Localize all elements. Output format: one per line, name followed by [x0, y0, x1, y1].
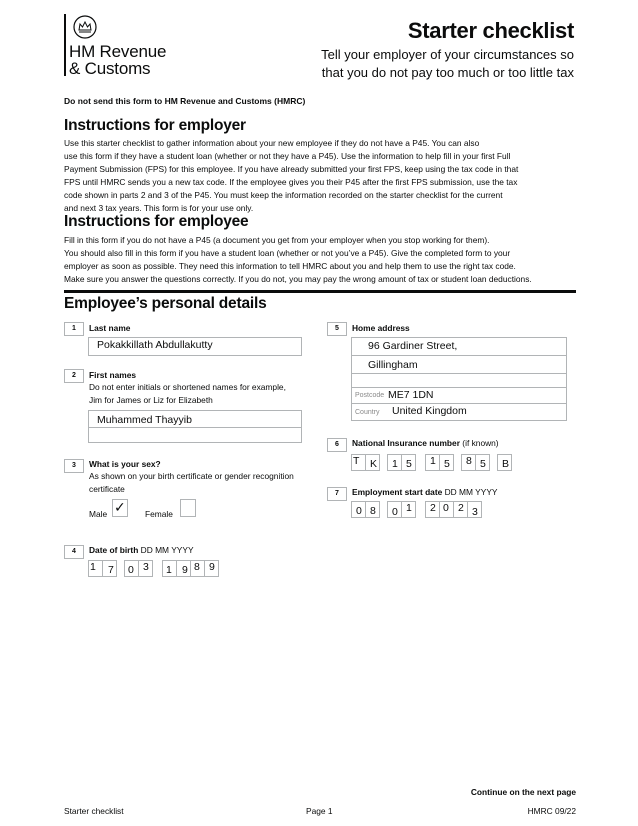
- country-value: United Kingdom: [392, 405, 467, 417]
- question-number-4: 4: [64, 545, 84, 559]
- dob-box[interactable]: [124, 560, 139, 577]
- sex-label: What is your sex?: [89, 459, 161, 469]
- dob-char: 8: [194, 561, 200, 573]
- subtitle-line-2: that you do not pay too much or too little tax: [321, 65, 574, 80]
- footer-form-name: Starter checklist: [64, 806, 124, 816]
- logo-bar: [64, 14, 66, 76]
- employer-instructions-text: [64, 137, 579, 215]
- sex-hint-line-2: certificate: [89, 484, 125, 494]
- ni-char: 5: [406, 458, 412, 470]
- ni-char: 5: [480, 458, 486, 470]
- start-date-char: 2: [430, 502, 436, 514]
- sex-hint: [89, 470, 294, 496]
- page-subtitle: [274, 46, 574, 82]
- logo-line-2: & Customs: [69, 59, 151, 78]
- ni-number-label: [352, 438, 499, 448]
- ni-box[interactable]: [439, 454, 454, 471]
- last-name-value: Pokakkillath Abdullakutty: [97, 339, 213, 351]
- start-date-box[interactable]: [425, 501, 440, 518]
- footer-form-code: HMRC 09/22: [527, 806, 576, 816]
- first-names-label: First names: [89, 370, 137, 380]
- dob-box[interactable]: [162, 560, 177, 577]
- start-date-char: 0: [392, 506, 398, 518]
- dob-box[interactable]: [138, 560, 153, 577]
- employer-line: Use this starter checklist to gather information about your new employee if they do not have a P45. You can also: [64, 138, 480, 148]
- employer-line: Payment Submission (FPS) for this employee. If you have already submitted your first FPS, keep using the tax code in that: [64, 164, 519, 174]
- dob-box[interactable]: [102, 560, 117, 577]
- personal-details-heading: Employee’s personal details: [64, 295, 267, 312]
- first-names-hint-line-1: Do not enter initials or shortened names for example,: [89, 382, 286, 392]
- employee-line: Make sure you answer the questions correctly. If you do not, you may pay the wrong amount of tax or student loan deductions.: [64, 274, 532, 284]
- dob-box[interactable]: [190, 560, 205, 577]
- home-address-label: Home address: [352, 323, 410, 333]
- first-names-value: Muhammed Thayyib: [97, 414, 192, 426]
- last-name-label: Last name: [89, 323, 131, 333]
- continue-text: Continue on the next page: [470, 787, 576, 797]
- question-number-1: 1: [64, 322, 84, 336]
- ni-number-label-text: National Insurance number: [352, 438, 460, 448]
- dob-box[interactable]: [88, 560, 103, 577]
- dob-char: 1: [166, 564, 172, 576]
- ni-number-if-known: (if known): [462, 438, 499, 448]
- dob-label-text: Date of birth: [89, 545, 139, 555]
- ni-char: T: [353, 455, 360, 467]
- sex-hint-line-1: As shown on your birth certificate or gender recognition: [89, 471, 294, 481]
- employer-line: and next 3 tax years. This form is for your use only.: [64, 203, 254, 213]
- question-number-6: 6: [327, 438, 347, 452]
- dob-box[interactable]: [176, 560, 191, 577]
- dob-char: 9: [209, 561, 215, 573]
- country-label: Country: [355, 409, 380, 416]
- start-date-char: 0: [356, 505, 362, 517]
- ni-char: 1: [430, 455, 436, 467]
- start-date-format: DD MM YYYY: [444, 487, 498, 497]
- start-date-label-text: Employment start date: [352, 487, 443, 497]
- hmrc-logo: [64, 14, 174, 78]
- employee-line: employer as soon as possible. They need this information to tell HMRC about you and help them to use the right tax code.: [64, 261, 516, 271]
- dob-label: [89, 545, 194, 555]
- employee-line: You should also fill in this form if you have a student loan (whether or not you’ve a P45). Give the completed form to your: [64, 248, 511, 258]
- female-label: Female: [145, 509, 173, 519]
- last-name-field[interactable]: [88, 337, 302, 356]
- dob-char: 9: [182, 564, 188, 576]
- dob-char: 3: [143, 561, 149, 573]
- start-date-box[interactable]: [467, 501, 482, 518]
- male-checkbox[interactable]: [112, 499, 128, 517]
- employer-instructions-heading: Instructions for employer: [64, 117, 246, 134]
- ni-box[interactable]: [351, 454, 366, 471]
- ni-char: 1: [392, 458, 398, 470]
- dob-char: 7: [108, 564, 114, 576]
- address-line-1-field[interactable]: [351, 337, 567, 357]
- question-number-3: 3: [64, 459, 84, 473]
- dob-char: 0: [128, 564, 134, 576]
- employee-instructions-text: [64, 234, 579, 286]
- employee-instructions-heading: Instructions for employee: [64, 213, 249, 230]
- start-date-char: 3: [472, 506, 478, 518]
- start-date-char: 8: [370, 505, 376, 517]
- address-line-2-field[interactable]: [351, 355, 567, 375]
- ni-box[interactable]: [425, 454, 440, 471]
- male-label: Male: [89, 509, 108, 519]
- start-date-char: 1: [406, 502, 412, 514]
- start-date-box[interactable]: [401, 501, 416, 518]
- ni-char: K: [370, 458, 378, 470]
- ni-box[interactable]: [497, 454, 512, 471]
- postcode-value: ME7 1DN: [388, 389, 434, 401]
- start-date-box[interactable]: [453, 501, 468, 518]
- country-field[interactable]: [351, 403, 567, 421]
- ni-char: 5: [444, 458, 450, 470]
- female-checkbox[interactable]: [180, 499, 196, 517]
- start-date-box[interactable]: [387, 501, 402, 518]
- start-date-char: 0: [443, 502, 449, 514]
- section-divider: [64, 290, 576, 293]
- ni-char: B: [502, 458, 510, 470]
- page-title: Starter checklist: [407, 18, 574, 43]
- question-number-2: 2: [64, 369, 84, 383]
- footer-page-number: Page 1: [306, 806, 333, 816]
- crown-crest-icon: [72, 14, 98, 40]
- logo-line-1: HM Revenue: [69, 42, 167, 61]
- first-names-hint-line-2: Jim for James or Liz for Elizabeth: [89, 395, 213, 405]
- employer-line: use this form if they have a student loan (whether or not they have a P45). Use the information to help fill in your first Full: [64, 151, 511, 161]
- dob-box[interactable]: [204, 560, 219, 577]
- question-number-5: 5: [327, 322, 347, 336]
- first-names-hint: [89, 381, 286, 407]
- address-line-2-value: Gillingham: [368, 359, 418, 371]
- postcode-label: Postcode: [355, 392, 385, 399]
- first-names-field-line-2[interactable]: [88, 427, 302, 443]
- address-line-1-value: 96 Gardiner Street,: [368, 340, 458, 352]
- employer-line: code shown in parts 2 and 3 of the P45. You must keep the information recorded on the starter checklist for the current: [64, 190, 503, 200]
- start-date-box[interactable]: [365, 501, 380, 518]
- start-date-box[interactable]: [439, 501, 454, 518]
- start-date-box[interactable]: [351, 501, 366, 518]
- ni-box[interactable]: [401, 454, 416, 471]
- ni-char: 8: [466, 455, 472, 467]
- subtitle-line-1: Tell your employer of your circumstances so: [321, 47, 574, 62]
- do-not-send-notice: Do not send this form to HM Revenue and Customs (HMRC): [64, 96, 306, 106]
- dob-format: DD MM YYYY: [140, 545, 194, 555]
- start-date-label: [352, 487, 498, 497]
- dob-char: 1: [90, 561, 96, 573]
- ni-box[interactable]: [387, 454, 402, 471]
- employee-line: Fill in this form if you do not have a P45 (a document you get from your employer when you stop working for them).: [64, 235, 490, 245]
- ni-box[interactable]: [475, 454, 490, 471]
- ni-box[interactable]: [365, 454, 380, 471]
- checkmark-icon: ✓: [114, 499, 126, 515]
- employer-line: FPS until HMRC sends you a new tax code. If the employee gives you their P45 after the first FPS submission, use the tax: [64, 177, 518, 187]
- ni-box[interactable]: [461, 454, 476, 471]
- start-date-char: 2: [458, 502, 464, 514]
- question-number-7: 7: [327, 487, 347, 501]
